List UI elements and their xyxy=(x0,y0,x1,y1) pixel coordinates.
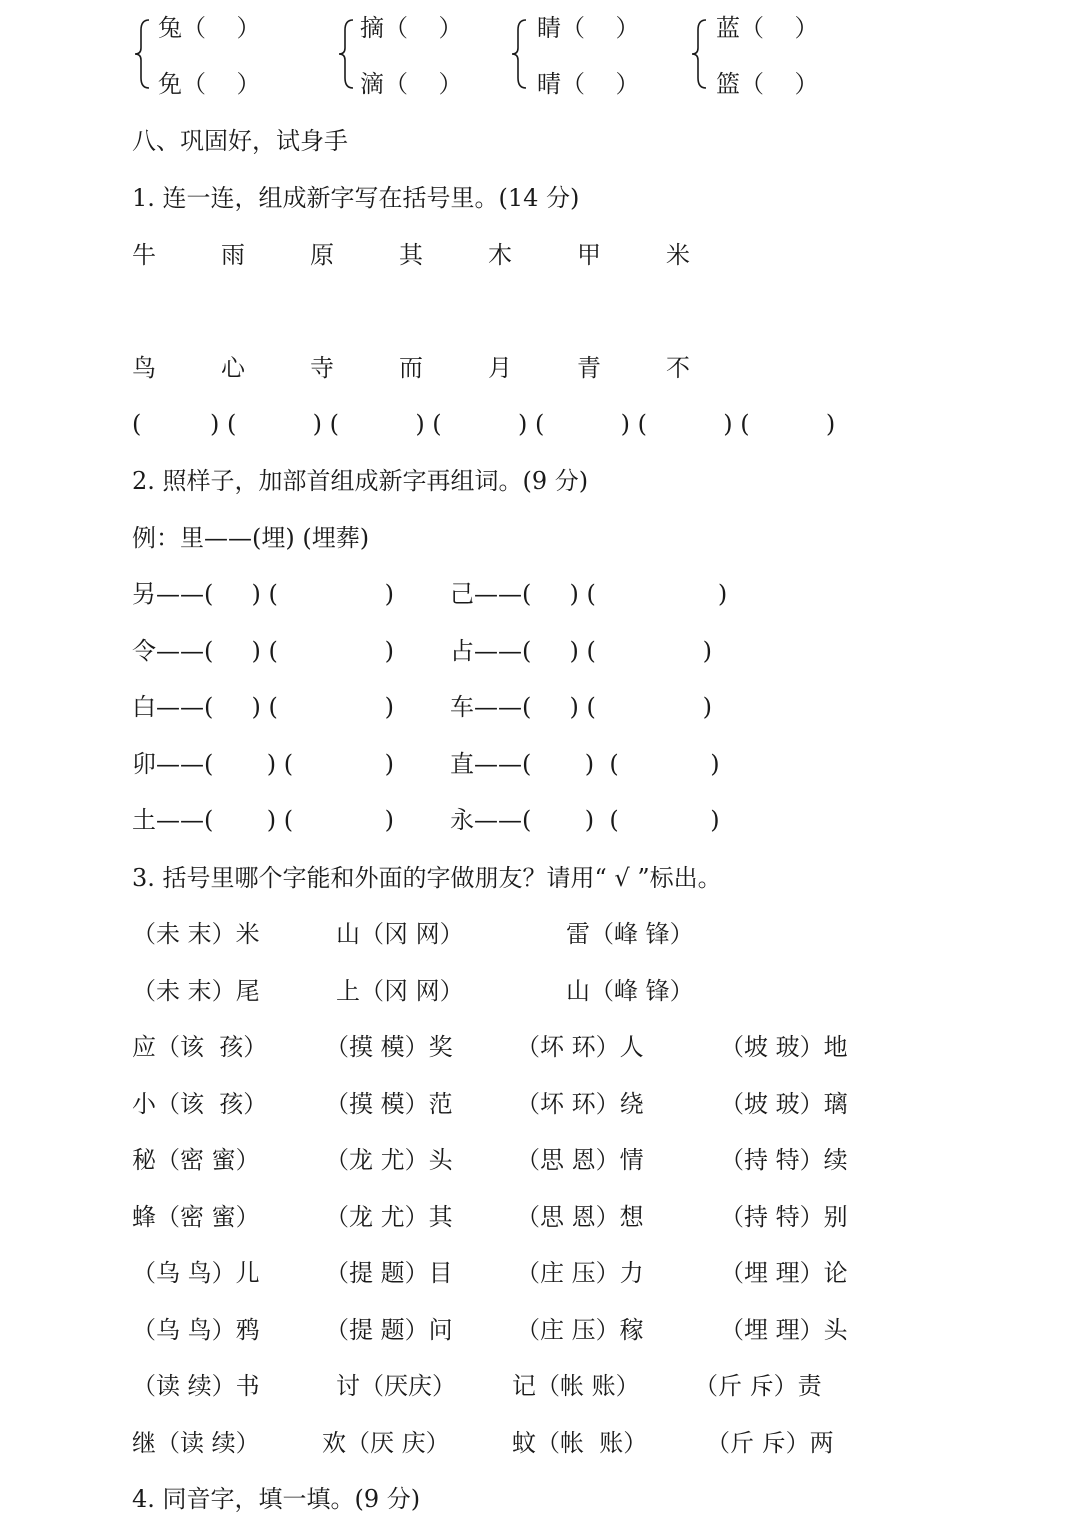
q3-cell: （坏 环）绕 xyxy=(516,1090,644,1118)
question-4-title: 4. 同音字，填一填。(9 分) xyxy=(132,1485,421,1513)
q3-cell: （龙 尤）头 xyxy=(325,1146,453,1174)
q3-cell: （持 特）续 xyxy=(720,1146,848,1174)
q3-cell: 蜂（密 蜜） xyxy=(132,1203,260,1231)
pair-top-char: 兔（ ） xyxy=(158,14,261,42)
q3-cell: （坡 玻）璃 xyxy=(720,1090,848,1118)
q3-cell: （庄 压）力 xyxy=(516,1259,644,1287)
q2-item: 永——( ) ( ) xyxy=(450,806,720,834)
q1-top-char: 木 xyxy=(488,241,512,269)
q3-cell: （庄 压）稼 xyxy=(516,1316,644,1344)
brace-icon xyxy=(133,18,151,90)
q2-item: 令——( ) ( ) xyxy=(132,637,395,665)
q3-cell: （持 特）别 xyxy=(720,1203,848,1231)
pair-top-char: 睛（ ） xyxy=(537,14,640,42)
q3-cell: （提 题）目 xyxy=(325,1259,453,1287)
q3-cell: （斤 斥）责 xyxy=(694,1372,822,1400)
brace-icon xyxy=(690,18,708,90)
q1-bottom-char: 而 xyxy=(399,354,423,382)
q3-cell: 山（峰 锋） xyxy=(566,977,694,1005)
q3-cell: （乌 鸟）鸦 xyxy=(132,1316,260,1344)
q2-item: 直——( ) ( ) xyxy=(450,750,720,778)
q1-top-char: 甲 xyxy=(577,241,601,269)
q3-cell: 应（该 孩） xyxy=(132,1033,268,1061)
q1-bottom-char: 心 xyxy=(221,354,245,382)
q2-item: 车——( ) ( ) xyxy=(450,693,713,721)
q3-cell: 秘（密 蜜） xyxy=(132,1146,260,1174)
q2-item: 土——( ) ( ) xyxy=(132,806,395,834)
pair-bottom-char: 篮（ ） xyxy=(716,70,819,98)
q3-cell: （斤 斥）两 xyxy=(706,1429,834,1457)
q3-cell: （坏 环）人 xyxy=(516,1033,644,1061)
q2-item: 白——( ) ( ) xyxy=(132,693,395,721)
q3-cell: （未 末）尾 xyxy=(132,977,260,1005)
pair-bottom-char: 晴（ ） xyxy=(537,70,640,98)
q1-top-char: 雨 xyxy=(221,241,245,269)
q2-example: 例：里——(埋) (埋葬) xyxy=(132,524,370,552)
pair-bottom-char: 免（ ） xyxy=(158,70,261,98)
q1-top-char: 原 xyxy=(310,241,334,269)
brace-icon xyxy=(337,18,355,90)
q3-cell: 讨（厌庆） xyxy=(336,1372,456,1400)
q3-cell: （未 末）米 xyxy=(132,920,260,948)
q1-bottom-char: 鸟 xyxy=(132,354,156,382)
q3-cell: 上（冈 网） xyxy=(336,977,464,1005)
brace-icon xyxy=(510,18,528,90)
q3-cell: 蚊（帐 账） xyxy=(512,1429,648,1457)
q3-cell: （埋 理）头 xyxy=(720,1316,848,1344)
q1-answer-blanks: ( ) ( ) ( ) ( ) ( ) ( ) ( ) xyxy=(132,410,836,438)
q3-cell: 雷（峰 锋） xyxy=(566,920,694,948)
question-2-title: 2. 照样子，加部首组成新字再组词。(9 分) xyxy=(132,467,589,495)
q3-cell: 小（该 孩） xyxy=(132,1090,268,1118)
q3-cell: 山（冈 网） xyxy=(336,920,464,948)
q1-top-char: 米 xyxy=(666,241,690,269)
pair-bottom-char: 滴（ ） xyxy=(360,70,463,98)
q2-item: 另——( ) ( ) xyxy=(132,580,395,608)
q2-item: 占——( ) ( ) xyxy=(450,637,713,665)
q3-cell: （埋 理）论 xyxy=(720,1259,848,1287)
q3-cell: 欢（厌 庆） xyxy=(322,1429,450,1457)
q3-cell: （坡 玻）地 xyxy=(720,1033,848,1061)
q1-bottom-char: 青 xyxy=(577,354,601,382)
q1-top-char: 牛 xyxy=(132,241,156,269)
q3-cell: 继（读 续） xyxy=(132,1429,260,1457)
q3-cell: （提 题）问 xyxy=(325,1316,453,1344)
q3-cell: （龙 尤）其 xyxy=(325,1203,453,1231)
q3-cell: （读 续）书 xyxy=(132,1372,260,1400)
pair-top-char: 蓝（ ） xyxy=(716,14,819,42)
q3-cell: （摸 模）范 xyxy=(325,1090,453,1118)
q1-bottom-char: 月 xyxy=(488,354,512,382)
q1-bottom-char: 寺 xyxy=(310,354,334,382)
q3-cell: （摸 模）奖 xyxy=(325,1033,453,1061)
q3-cell: （思 恩）情 xyxy=(516,1146,644,1174)
q3-cell: （乌 鸟）儿 xyxy=(132,1259,260,1287)
q3-cell: 记（帐 账） xyxy=(512,1372,640,1400)
q1-bottom-char: 不 xyxy=(666,354,690,382)
q3-cell: （思 恩）想 xyxy=(516,1203,644,1231)
q1-top-char: 其 xyxy=(399,241,423,269)
section-heading: 八、巩固好，试身手 xyxy=(132,127,348,155)
q2-item: 己——( ) ( ) xyxy=(450,580,728,608)
question-3-title: 3. 括号里哪个字能和外面的字做朋友？请用“ √ ”标出。 xyxy=(132,864,722,892)
pair-top-char: 摘（ ） xyxy=(360,14,463,42)
question-1-title: 1. 连一连，组成新字写在括号里。(14 分) xyxy=(132,184,580,212)
q2-item: 卯——( ) ( ) xyxy=(132,750,395,778)
